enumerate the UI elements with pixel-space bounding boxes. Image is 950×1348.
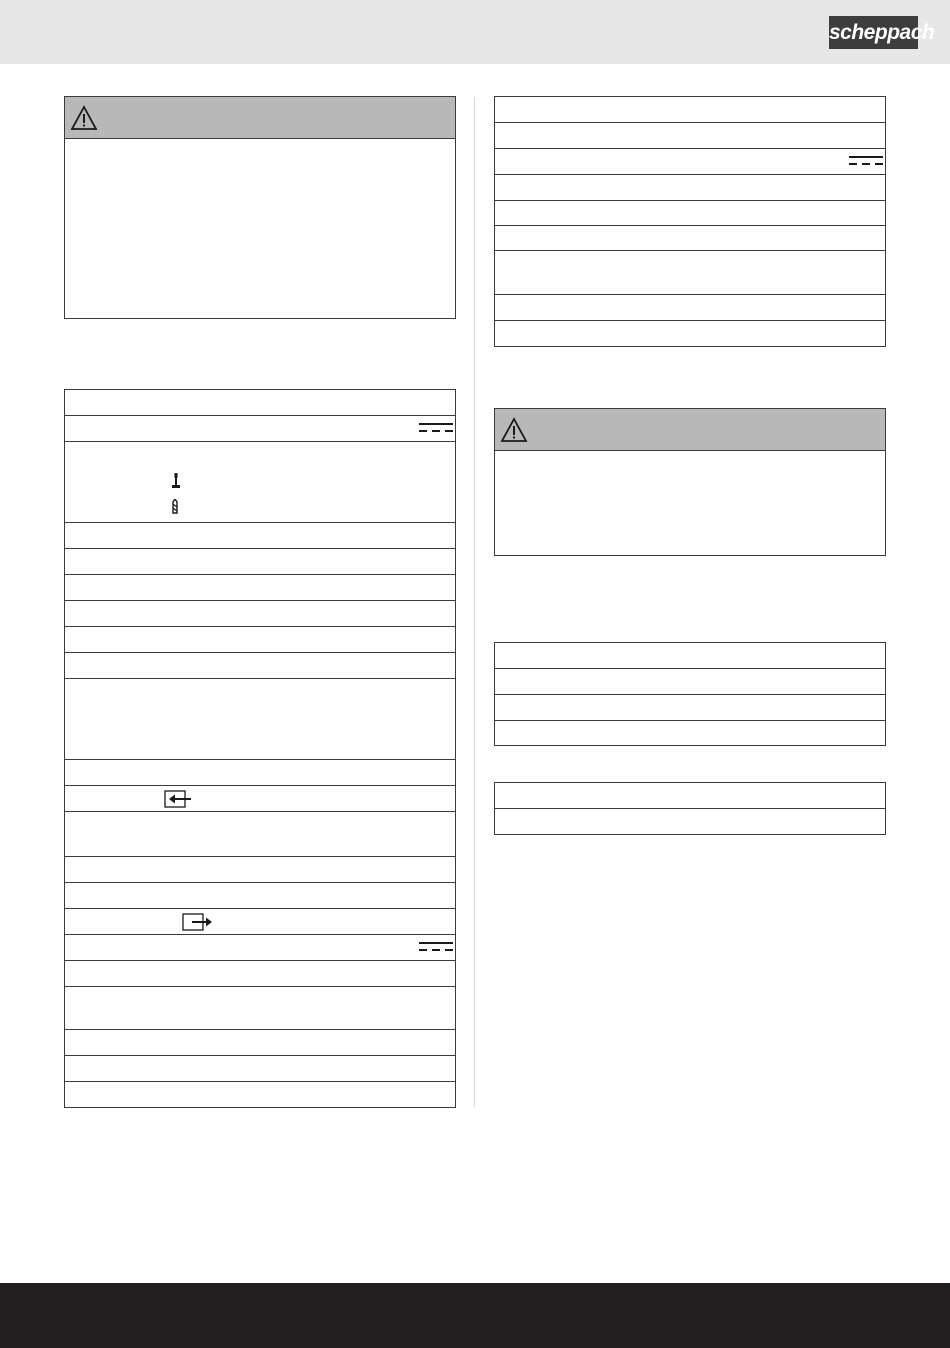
table-row	[65, 1030, 455, 1056]
table-row	[65, 883, 455, 909]
table-row	[65, 653, 455, 679]
spec-table-right-lower	[494, 782, 886, 835]
spec-table-right-middle	[494, 642, 886, 746]
table-row	[65, 1082, 455, 1107]
table-row	[65, 523, 455, 549]
table-row	[65, 857, 455, 883]
battery-insert-icon	[164, 790, 192, 808]
table-row	[495, 809, 885, 834]
screw-bit-icon	[172, 473, 180, 489]
table-row	[495, 175, 885, 201]
page-header-band	[0, 0, 950, 64]
dc-current-icon	[849, 155, 883, 167]
warning-header	[65, 97, 455, 139]
table-row	[65, 961, 455, 987]
table-row	[495, 643, 885, 669]
dc-current-icon	[419, 941, 453, 953]
table-row	[495, 123, 885, 149]
table-row	[65, 416, 455, 442]
table-row	[65, 786, 455, 812]
table-row	[65, 760, 455, 786]
table-row	[495, 783, 885, 809]
table-row	[495, 149, 885, 175]
table-row	[495, 295, 885, 321]
table-row	[65, 679, 455, 760]
table-row	[495, 226, 885, 251]
table-row	[65, 812, 455, 857]
table-row	[65, 442, 455, 523]
column-divider	[474, 97, 475, 1107]
table-row	[495, 321, 885, 346]
table-row	[495, 695, 885, 721]
page-footer-band	[0, 1283, 950, 1348]
table-row	[495, 201, 885, 226]
spec-table-right-upper	[494, 96, 886, 347]
table-row	[495, 251, 885, 295]
drill-bit-icon	[171, 499, 179, 515]
warning-triangle-icon	[70, 105, 98, 131]
table-row	[495, 721, 885, 745]
table-row	[65, 1056, 455, 1082]
dc-current-icon	[419, 422, 453, 434]
battery-remove-icon	[182, 913, 214, 931]
warning-header	[495, 409, 885, 451]
table-row	[65, 987, 455, 1030]
scheppach-logo: scheppach	[829, 16, 918, 49]
warning-triangle-icon	[500, 417, 528, 443]
table-row	[495, 97, 885, 123]
table-row	[65, 549, 455, 575]
table-row	[65, 935, 455, 961]
table-row	[65, 909, 455, 935]
table-row	[65, 575, 455, 601]
table-row	[495, 669, 885, 695]
table-row	[65, 627, 455, 653]
warning-box-right	[494, 408, 886, 556]
spec-table-left	[64, 389, 456, 1108]
warning-box-left	[64, 96, 456, 319]
table-row	[65, 601, 455, 627]
table-row	[65, 390, 455, 416]
